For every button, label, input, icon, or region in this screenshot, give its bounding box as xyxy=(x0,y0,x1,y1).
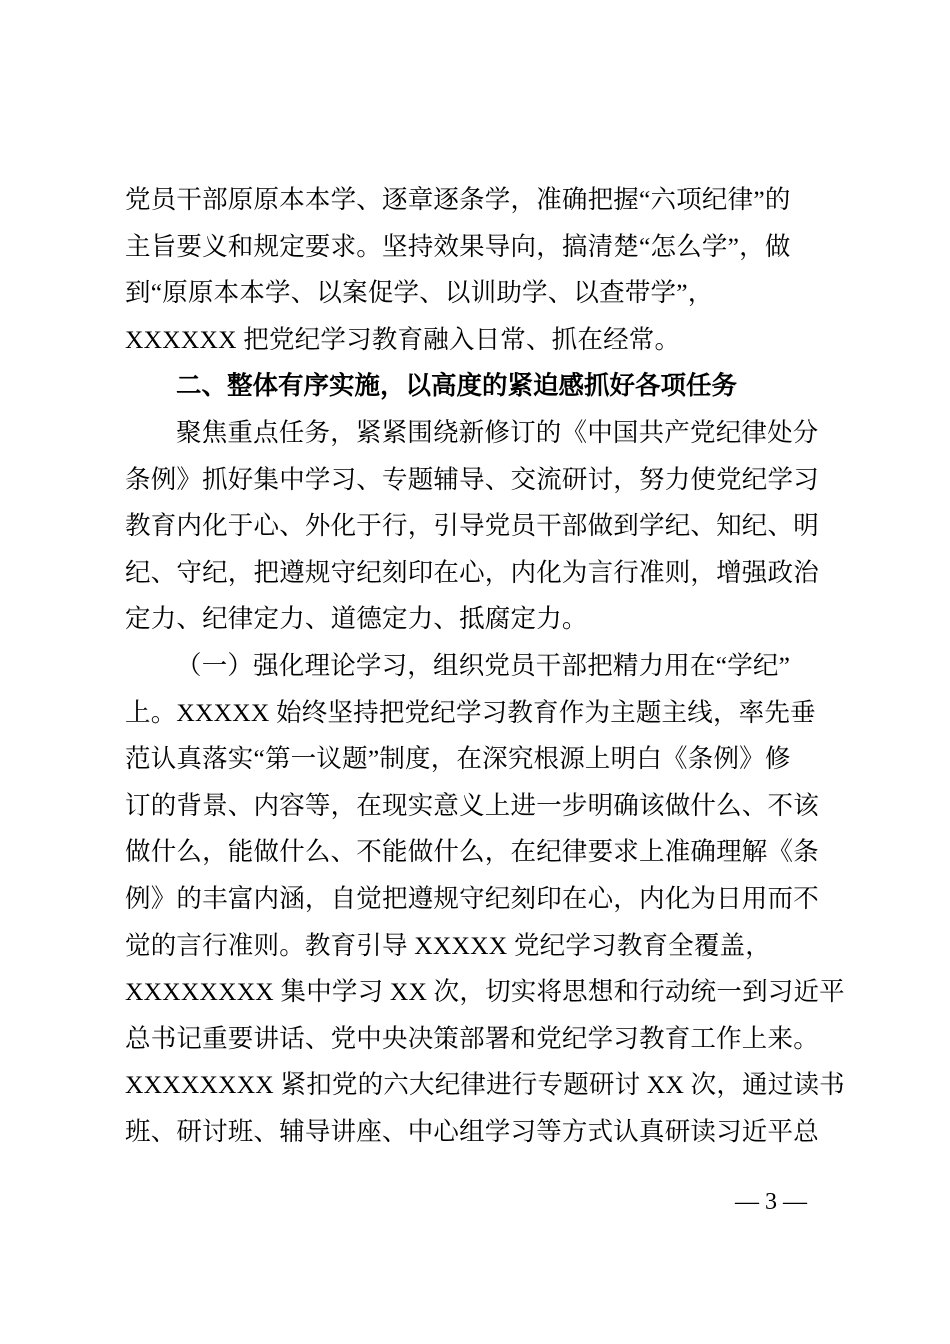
text-line: 主旨要义和规定要求。坚持效果导向，搞清楚“怎么学”，做 xyxy=(125,231,791,261)
text-line: 订的背景、内容等，在现实意义上进一步明确该做什么、不该 xyxy=(125,790,819,820)
text-line: XXXXXXXX 紧扣党的六大纪律进行专题研讨 XX 次，通过读书 xyxy=(125,1070,845,1100)
text-line: XXXXXX 把党纪学习教育融入日常、抓在经常。 xyxy=(125,324,681,354)
subsection-heading: （一）强化理论学习，组织党员干部把精力用在“学纪” xyxy=(176,650,791,680)
text-line: 聚焦重点任务，紧紧围绕新修订的《中国共产党纪律处分 xyxy=(176,417,819,447)
text-line: 范认真落实“第一议题”制度，在深究根源上明白《条例》修 xyxy=(125,744,791,774)
text-line: 例》的丰富内涵，自觉把遵规守纪刻印在心，内化为日用而不 xyxy=(125,883,819,913)
text-line: 条例》抓好集中学习、专题辅导、交流研讨，努力使党纪学习 xyxy=(125,464,819,494)
text-line: 做什么，能做什么、不能做什么，在纪律要求上准确理解《条 xyxy=(125,837,819,867)
text-line: 班、研讨班、辅导讲座、中心组学习等方式认真研读习近平总 xyxy=(125,1116,819,1146)
page-number: — 3 — xyxy=(735,1189,807,1215)
document-content xyxy=(125,177,845,1155)
text-line: 党员干部原原本本学、逐章逐条学，准确把握“六项纪律”的 xyxy=(125,185,791,214)
text-line: 上。XXXXX 始终坚持把党纪学习教育作为主题主线，率先垂 xyxy=(125,697,816,727)
text-line: 定力、纪律定力、道德定力、抵腐定力。 xyxy=(125,604,588,634)
section-heading: 二、整体有序实施，以高度的紧迫感抓好各项任务 xyxy=(176,372,738,401)
text-line: 纪、守纪，把遵规守纪刻印在心，内化为言行准则，增强政治 xyxy=(125,557,819,587)
text-line: 教育内化于心、外化于行，引导党员干部做到学纪、知纪、明 xyxy=(125,511,819,541)
text-line: 总书记重要讲话、党中央决策部署和党纪学习教育工作上来。 xyxy=(125,1023,819,1053)
text-line: XXXXXXXX 集中学习 XX 次，切实将思想和行动统一到习近平 xyxy=(125,977,845,1007)
text-line: 觉的言行准则。教育引导 XXXXX 党纪学习教育全覆盖， xyxy=(125,930,771,960)
text-line: 到“原原本本学、以案促学、以训助学、以查带学”， xyxy=(125,278,714,308)
